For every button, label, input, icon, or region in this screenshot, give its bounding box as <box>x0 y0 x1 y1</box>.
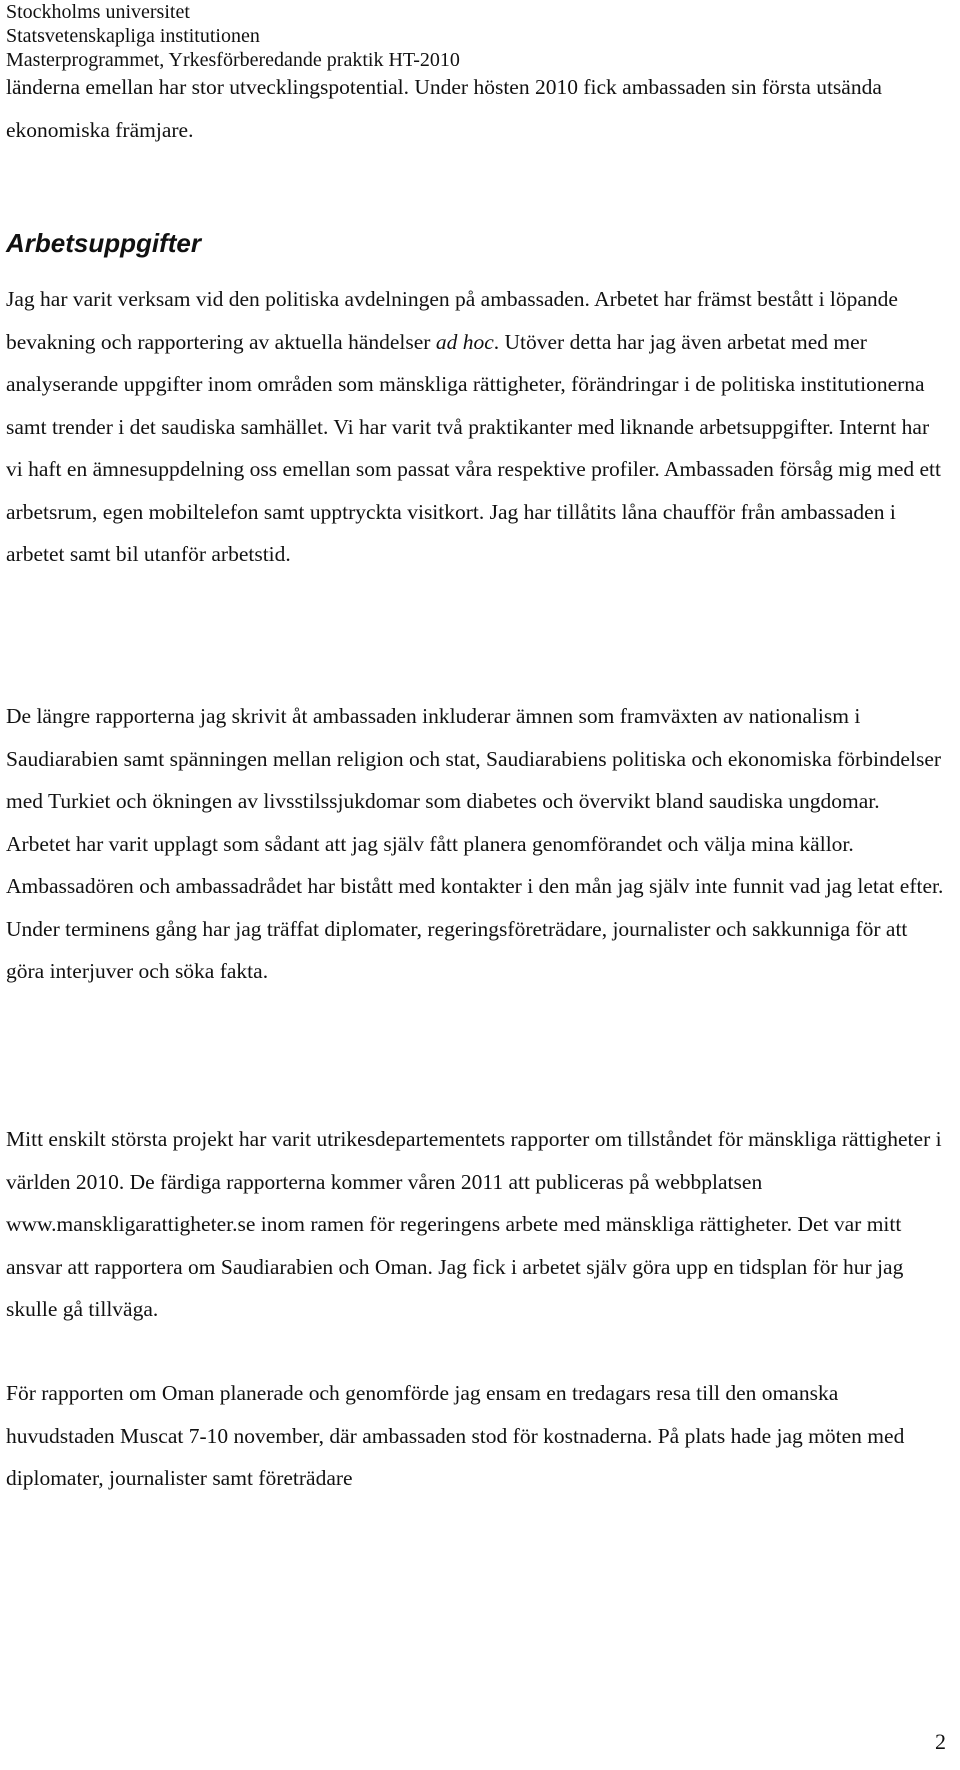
intro-paragraph: länderna emellan har stor utvecklingspotential. Under hösten 2010 fick ambassaden sin första utsända ekonomiska främjare. <box>6 75 882 142</box>
header-department: Statsvetenskapliga institutionen <box>6 25 260 47</box>
paragraph-work-duties <box>6 278 946 576</box>
header-program: Masterprogrammet, Yrkesförberedande praktik HT-2010 <box>6 49 460 71</box>
page-header <box>6 0 460 72</box>
section-heading: Arbetsuppgifter <box>6 228 201 258</box>
paragraph-main-project: Mitt enskilt största projekt har varit utrikesdepartementets rapporter om tillståndet för mänskliga rättigheter i världen 2010. De färdiga rapporterna kommer våren 2011 att publiceras på webbplatsen www.manskligarattigheter.se inom ramen för regeringens arbete med mänskliga rättigheter. Det var mitt ansvar att rapportera om Saudiarabien och Oman. Jag fick i arbetet själv göra upp en tidsplan för hur jag skulle gå tillväga. <box>6 1127 942 1321</box>
p1-text-end: . Utöver detta har jag även arbetat med mer analyserande uppgifter inom områden som mänskliga rättigheter, förändringar i de politiska institutionerna samt trender i det saudiska samhället. Vi har varit två praktikanter med liknande arbetsuppgifter. Internt har vi haft en ämnesuppdelning oss emellan som passat våra respektive profiler. Ambassaden försåg mig med ett arbetsrum, egen mobiltelefon samt upptryckta visitkort. Jag har tillåtits låna chaufför från ambassaden i arbetet samt bil utanför arbetstid. <box>6 329 942 566</box>
header-university: Stockholms universitet <box>6 1 190 23</box>
p1-text-start: Jag har varit verksam vid den politiska avdelningen på ambassaden. Arbetet har främst bestått i löpande bevakning och rapportering av aktuella händelser <box>6 287 898 354</box>
paragraph-oman-trip: För rapporten om Oman planerade och genomförde jag ensam en tredagars resa till den omanska huvudstaden Muscat 7-10 november, där ambassaden stod för kostnaderna. På plats hade jag möten med diplomater, journalister samt företrädare <box>6 1381 905 1490</box>
paragraph-reports: De längre rapporterna jag skrivit åt ambassaden inkluderar ämnen som framväxten av nationalism i Saudiarabien samt spänningen mellan religion och stat, Saudiarabiens politiska och ekonomiska förbindelser med Turkiet och ökningen av livsstilssjukdomar som diabetes och övervikt bland saudiska ungdomar. Arbetet har varit upplagt som sådant att jag själv fått planera genomförandet och välja mina källor. Ambassadören och ambassadrådet har bistått med kontakter i den mån jag själv inte funnit vad jag letat efter. Under terminens gång har jag träffat diplomater, regeringsföreträdare, journalister och sakkunniga för att göra interjuver och söka fakta. <box>6 704 944 983</box>
p1-ad-hoc: ad hoc <box>435 329 494 354</box>
page-number: 2 <box>935 1729 946 1754</box>
